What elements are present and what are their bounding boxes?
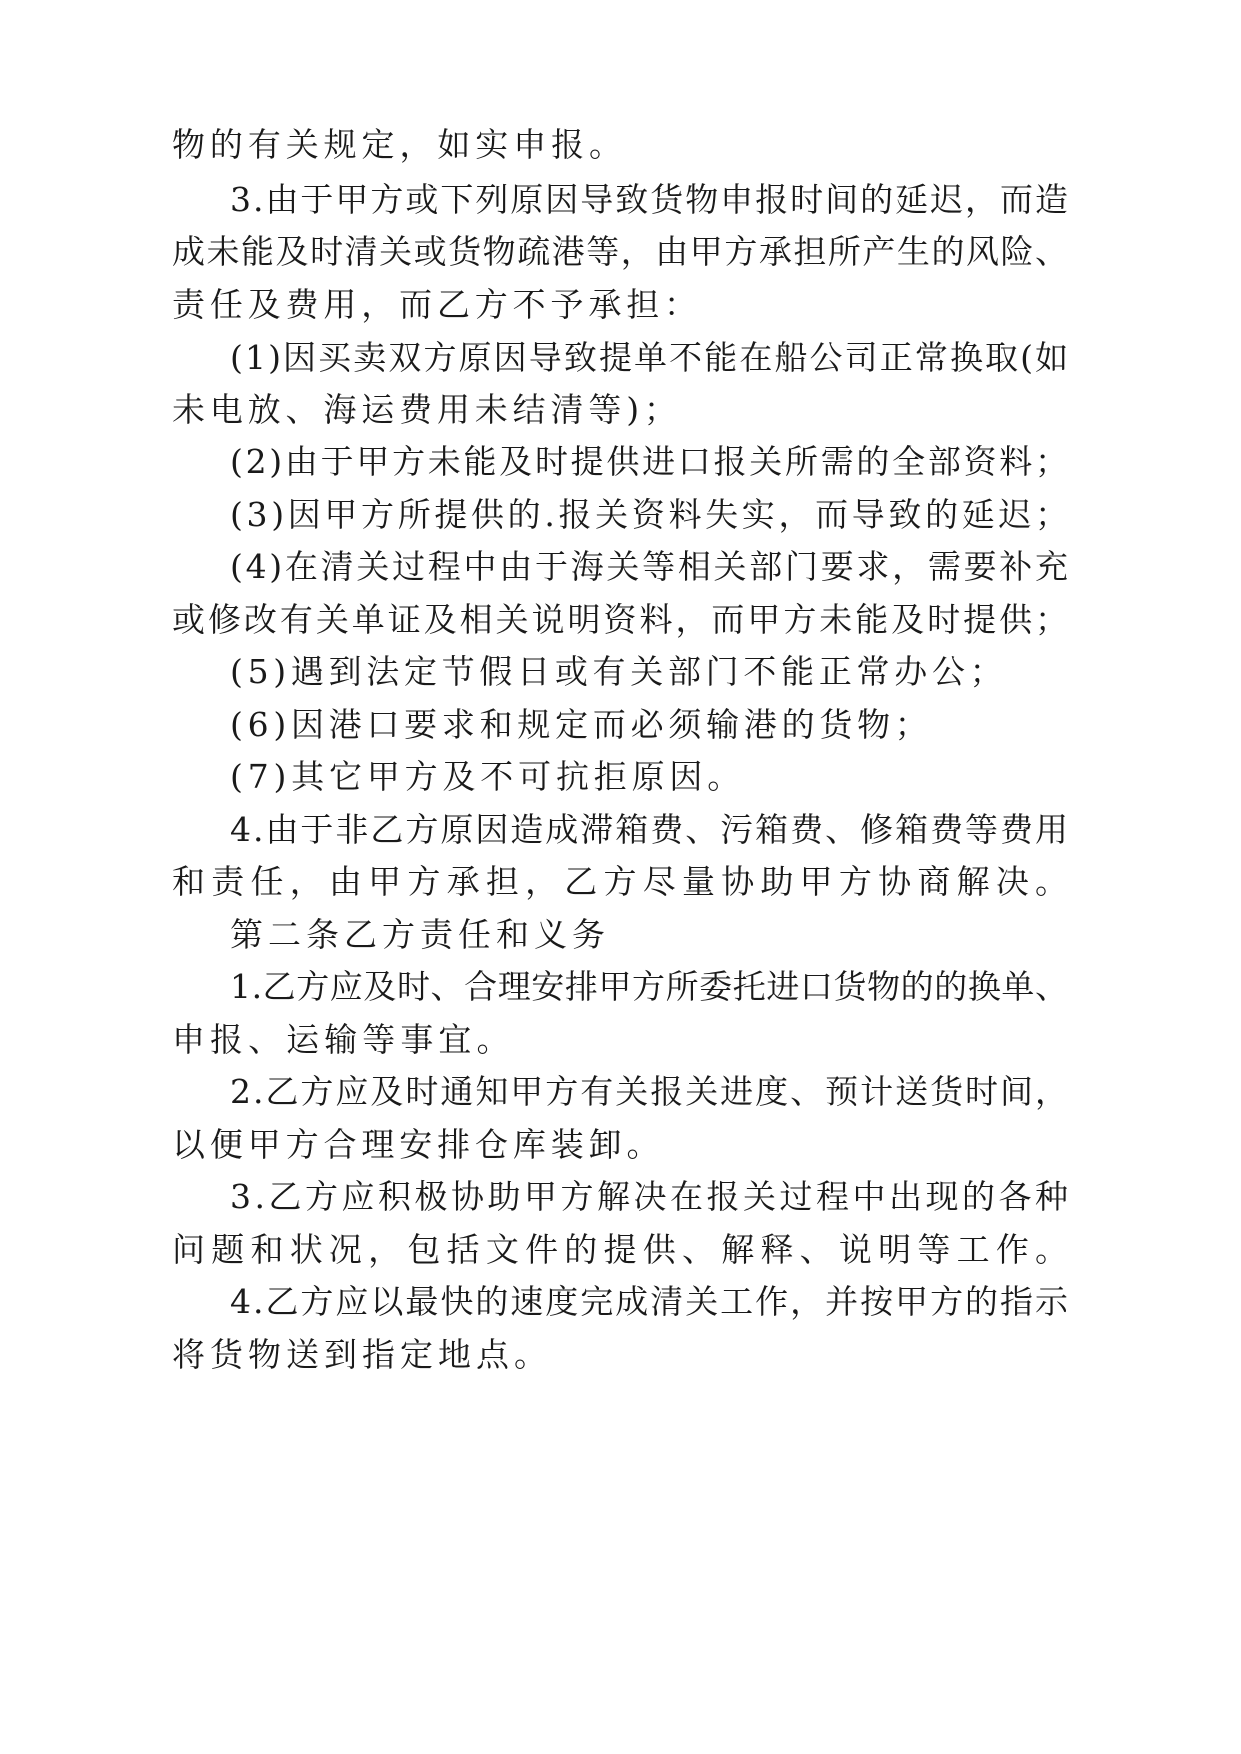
text-line: (1)因买卖双方原因导致提单不能在船公司正常换取(如	[230, 338, 1071, 377]
text-line: (4)在清关过程中由于海关等相关部门要求，需要补充	[230, 547, 1071, 586]
section-heading: 第二条乙方责任和义务	[230, 915, 610, 954]
text-line: 4.由于非乙方原因造成滞箱费、污箱费、修箱费等费用	[230, 810, 1070, 849]
text-line: (6)因港口要求和规定而必须输港的货物；	[230, 705, 933, 744]
text-line: 2.乙方应及时通知甲方有关报关进度、预计送货时间，	[230, 1072, 1070, 1111]
text-line: (3)因甲方所提供的.报关资料失实，而导致的延迟；	[230, 495, 1072, 534]
text-line: 或修改有关单证及相关说明资料，而甲方未能及时提供；	[172, 600, 1071, 639]
text-line: (5)遇到法定节假日或有关部门不能正常办公；	[230, 652, 1008, 691]
text-line: 1.乙方应及时、合理安排甲方所委托进口货物的的换单、	[230, 967, 1069, 1006]
text-line: 物的有关规定，如实申报。	[172, 125, 627, 164]
text-line: (2)由于甲方未能及时提供进口报关所需的全部资料；	[230, 442, 1071, 481]
text-line: 问题和状况，包括文件的提供、解释、说明等工作。	[172, 1230, 1075, 1269]
text-line: (7)其它甲方及不可抗拒原因。	[230, 757, 746, 796]
text-line: 3.由于甲方或下列原因导致货物申报时间的延迟，而造	[230, 180, 1070, 219]
text-line: 责任及费用，而乙方不予承担：	[172, 285, 702, 324]
text-line: 3.乙方应积极协助甲方解决在报关过程中出现的各种	[230, 1177, 1072, 1216]
text-line: 成未能及时清关或货物疏港等，由甲方承担所产生的风险、	[172, 232, 1070, 271]
text-line: 以便甲方合理安排仓库装卸。	[172, 1125, 665, 1164]
text-line: 未电放、海运费用未结清等)；	[172, 390, 682, 429]
text-line: 申报、运输等事宜。	[172, 1020, 515, 1059]
text-line: 4.乙方应以最快的速度完成清关工作，并按甲方的指示	[230, 1282, 1070, 1321]
text-line: 和责任，由甲方承担，乙方尽量协助甲方协商解决。	[172, 862, 1075, 901]
text-line: 将货物送到指定地点。	[172, 1335, 552, 1374]
